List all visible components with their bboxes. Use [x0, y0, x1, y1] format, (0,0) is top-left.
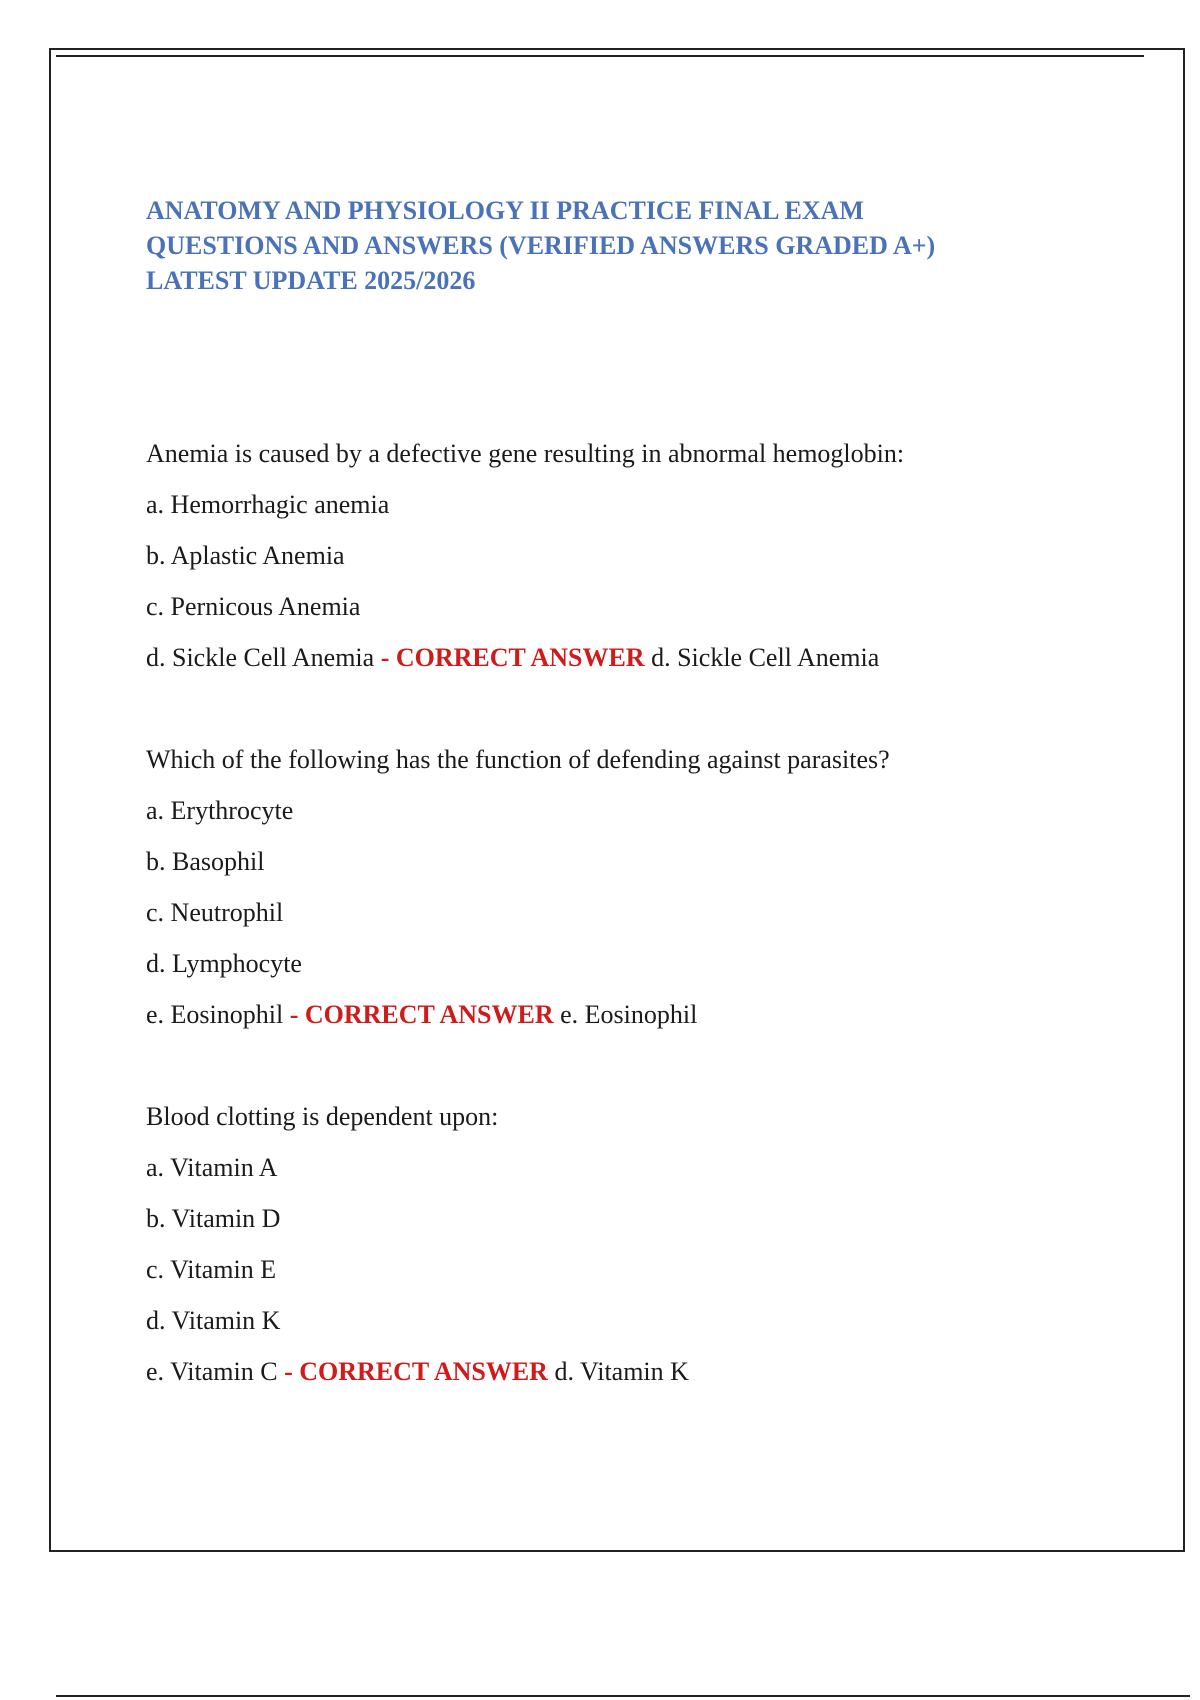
question-1	[146, 428, 1146, 683]
option-d: d. Vitamin K	[146, 1306, 281, 1335]
option-d: d. Sickle Cell Anemia	[146, 643, 375, 672]
question-list	[146, 428, 1146, 1397]
correct-answer-marker: - CORRECT ANSWER	[289, 1000, 554, 1029]
title-line: ANATOMY AND PHYSIOLOGY II PRACTICE FINAL EXAM	[146, 196, 864, 225]
answer-text: d. Vitamin K	[554, 1357, 689, 1386]
question-3	[146, 1091, 1146, 1397]
answer-text: e. Eosinophil	[560, 1000, 698, 1029]
option-a: a. Erythrocyte	[146, 796, 294, 825]
title-line: QUESTIONS AND ANSWERS (VERIFIED ANSWERS GRADED A+)	[146, 231, 936, 260]
option-b: b. Basophil	[146, 847, 265, 876]
correct-answer-marker: - CORRECT ANSWER	[380, 643, 645, 672]
option-a: a. Vitamin A	[146, 1153, 278, 1182]
option-b: b. Vitamin D	[146, 1204, 281, 1233]
question-text: Blood clotting is dependent upon:	[146, 1102, 499, 1131]
option-b: b. Aplastic Anemia	[146, 541, 345, 570]
option-d-with-answer	[146, 632, 1146, 683]
document-title	[146, 193, 1146, 298]
title-line: LATEST UPDATE 2025/2026	[146, 266, 476, 295]
question-2	[146, 734, 1146, 1040]
option-e-with-answer	[146, 1346, 1146, 1397]
option-a: a. Hemorrhagic anemia	[146, 490, 390, 519]
option-c: c. Vitamin E	[146, 1255, 277, 1284]
option-e: e. Eosinophil	[146, 1000, 284, 1029]
option-c: c. Pernicous Anemia	[146, 592, 361, 621]
question-text: Which of the following has the function of defending against parasites?	[146, 745, 890, 774]
correct-answer-marker: - CORRECT ANSWER	[284, 1357, 548, 1386]
answer-text: d. Sickle Cell Anemia	[651, 643, 880, 672]
option-e: e. Vitamin C	[146, 1357, 278, 1386]
option-c: c. Neutrophil	[146, 898, 284, 927]
option-d: d. Lymphocyte	[146, 949, 302, 978]
question-text: Anemia is caused by a defective gene resulting in abnormal hemoglobin:	[146, 439, 905, 468]
document-body	[146, 193, 1146, 1448]
bottom-rule	[56, 1695, 1190, 1697]
option-e-with-answer	[146, 989, 1146, 1040]
